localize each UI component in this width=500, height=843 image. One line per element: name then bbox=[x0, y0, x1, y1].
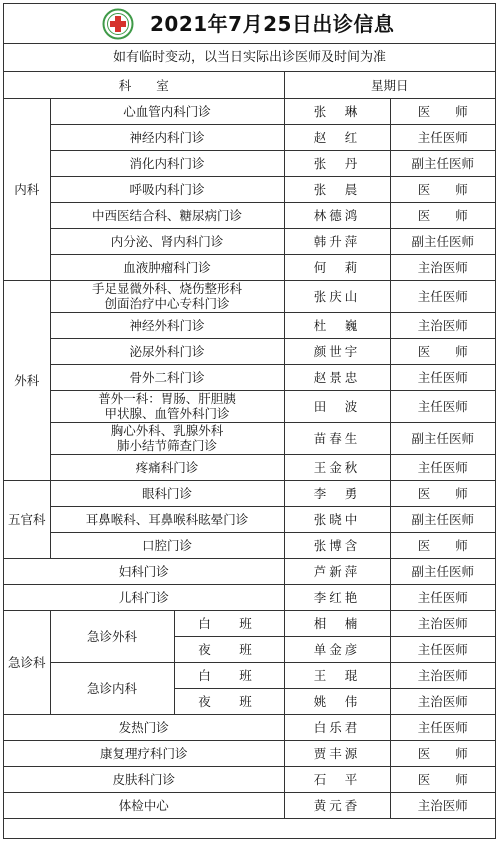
hospital-logo-icon bbox=[102, 8, 134, 40]
department-name: 皮肤科门诊 bbox=[4, 766, 284, 792]
table-row bbox=[4, 228, 495, 254]
shift-label: 白 班 bbox=[174, 610, 284, 636]
group-label-emergency: 急诊科 bbox=[4, 610, 50, 714]
shift-label: 白 班 bbox=[174, 662, 284, 688]
department-name: 儿科门诊 bbox=[4, 584, 284, 610]
department-name-line1: 手足显微外科、烧伤整形科 bbox=[92, 281, 243, 296]
table-header-row bbox=[4, 72, 495, 98]
doctor-name: 李红艳 bbox=[284, 584, 390, 610]
department-name: 体检中心 bbox=[4, 792, 284, 818]
department-name: 妇科门诊 bbox=[4, 558, 284, 584]
doctor-title: 主任医师 bbox=[390, 124, 495, 150]
table-row bbox=[4, 480, 495, 506]
doctor-name: 韩升萍 bbox=[284, 228, 390, 254]
doctor-title: 主任医师 bbox=[390, 584, 495, 610]
department-name: 眼科门诊 bbox=[50, 480, 284, 506]
doctor-name: 姚 伟 bbox=[284, 688, 390, 714]
department-name-line2: 创面治疗中心专科门诊 bbox=[104, 296, 230, 311]
doctor-title: 医 师 bbox=[390, 338, 495, 364]
table-row bbox=[4, 254, 495, 280]
doctor-name: 王 琨 bbox=[284, 662, 390, 688]
department-name-line2: 肺小结节筛查门诊 bbox=[117, 438, 218, 453]
department-name: 血液肿瘤科门诊 bbox=[50, 254, 284, 280]
doctor-name: 张 琳 bbox=[284, 98, 390, 124]
schedule-table bbox=[4, 72, 495, 819]
table-row bbox=[4, 506, 495, 532]
department-name: 发热门诊 bbox=[4, 714, 284, 740]
table-row bbox=[4, 280, 495, 312]
department-name bbox=[50, 280, 284, 312]
shift-label: 夜 班 bbox=[174, 688, 284, 714]
department-name: 泌尿外科门诊 bbox=[50, 338, 284, 364]
doctor-name: 相 楠 bbox=[284, 610, 390, 636]
table-row bbox=[4, 98, 495, 124]
notice-text: 如有临时变动，以当日实际出诊医师及时间为准 bbox=[4, 44, 495, 72]
table-row bbox=[4, 740, 495, 766]
doctor-name: 赵 红 bbox=[284, 124, 390, 150]
emergency-surgery-label: 急诊外科 bbox=[50, 610, 174, 662]
table-row bbox=[4, 662, 495, 688]
doctor-title: 副主任医师 bbox=[390, 558, 495, 584]
doctor-name: 李 勇 bbox=[284, 480, 390, 506]
department-name bbox=[50, 422, 284, 454]
table-row bbox=[4, 584, 495, 610]
table-row bbox=[4, 364, 495, 390]
column-header-day: 星期日 bbox=[284, 72, 495, 98]
table-row bbox=[4, 766, 495, 792]
doctor-name: 颜世宇 bbox=[284, 338, 390, 364]
department-name: 骨外二科门诊 bbox=[50, 364, 284, 390]
doctor-name: 单金彦 bbox=[284, 636, 390, 662]
doctor-name: 林德鸿 bbox=[284, 202, 390, 228]
doctor-name: 赵景忠 bbox=[284, 364, 390, 390]
doctor-title: 医 师 bbox=[390, 740, 495, 766]
shift-label: 夜 班 bbox=[174, 636, 284, 662]
department-name: 口腔门诊 bbox=[50, 532, 284, 558]
group-label-ent: 五官科 bbox=[4, 480, 50, 558]
department-name bbox=[50, 390, 284, 422]
department-name-line1: 胸心外科、乳腺外科 bbox=[110, 423, 224, 438]
department-name: 神经外科门诊 bbox=[50, 312, 284, 338]
department-name: 耳鼻喉科、耳鼻喉科眩晕门诊 bbox=[50, 506, 284, 532]
department-name: 呼吸内科门诊 bbox=[50, 176, 284, 202]
page-title: 2021年7月25日出诊信息 bbox=[150, 12, 395, 36]
department-name: 康复理疗科门诊 bbox=[4, 740, 284, 766]
doctor-title: 副主任医师 bbox=[390, 506, 495, 532]
department-name: 神经内科门诊 bbox=[50, 124, 284, 150]
doctor-title: 医 师 bbox=[390, 98, 495, 124]
doctor-title: 医 师 bbox=[390, 766, 495, 792]
doctor-title: 医 师 bbox=[390, 480, 495, 506]
table-row bbox=[4, 454, 495, 480]
schedule-sheet bbox=[3, 3, 496, 839]
doctor-name: 何 莉 bbox=[284, 254, 390, 280]
table-row bbox=[4, 610, 495, 636]
table-row bbox=[4, 202, 495, 228]
doctor-name: 王金秋 bbox=[284, 454, 390, 480]
doctor-title: 副主任医师 bbox=[390, 422, 495, 454]
doctor-title: 副主任医师 bbox=[390, 228, 495, 254]
doctor-name: 杜 巍 bbox=[284, 312, 390, 338]
doctor-title: 副主任医师 bbox=[390, 150, 495, 176]
doctor-title: 主任医师 bbox=[390, 714, 495, 740]
title-bar bbox=[4, 4, 495, 44]
department-name: 内分泌、肾内科门诊 bbox=[50, 228, 284, 254]
doctor-title: 主治医师 bbox=[390, 312, 495, 338]
department-name: 心血管内科门诊 bbox=[50, 98, 284, 124]
doctor-name: 白乐君 bbox=[284, 714, 390, 740]
doctor-name: 田 波 bbox=[284, 390, 390, 422]
table-row bbox=[4, 422, 495, 454]
doctor-title: 主治医师 bbox=[390, 792, 495, 818]
emergency-medicine-label: 急诊内科 bbox=[50, 662, 174, 714]
doctor-title: 主任医师 bbox=[390, 280, 495, 312]
doctor-title: 主任医师 bbox=[390, 636, 495, 662]
table-row bbox=[4, 532, 495, 558]
doctor-name: 芦新萍 bbox=[284, 558, 390, 584]
doctor-title: 主治医师 bbox=[390, 254, 495, 280]
department-name: 消化内科门诊 bbox=[50, 150, 284, 176]
doctor-title: 医 师 bbox=[390, 202, 495, 228]
group-label-internal: 内科 bbox=[4, 98, 50, 280]
doctor-title: 主治医师 bbox=[390, 610, 495, 636]
column-header-department: 科 室 bbox=[4, 72, 284, 98]
doctor-title: 医 师 bbox=[390, 176, 495, 202]
table-row bbox=[4, 150, 495, 176]
doctor-title: 主治医师 bbox=[390, 662, 495, 688]
doctor-title: 医 师 bbox=[390, 532, 495, 558]
doctor-name: 石 平 bbox=[284, 766, 390, 792]
doctor-name: 贾丰源 bbox=[284, 740, 390, 766]
doctor-title: 主任医师 bbox=[390, 454, 495, 480]
department-name-line2: 甲状腺、血管外科门诊 bbox=[104, 406, 230, 421]
table-row bbox=[4, 176, 495, 202]
department-name: 中西医结合科、糖尿病门诊 bbox=[50, 202, 284, 228]
table-row bbox=[4, 558, 495, 584]
doctor-name: 黄元香 bbox=[284, 792, 390, 818]
doctor-name: 张晓中 bbox=[284, 506, 390, 532]
department-name-line1: 普外一科：胃肠、肝胆胰 bbox=[98, 391, 236, 406]
table-row bbox=[4, 390, 495, 422]
doctor-name: 张庆山 bbox=[284, 280, 390, 312]
doctor-name: 苗春生 bbox=[284, 422, 390, 454]
table-row bbox=[4, 714, 495, 740]
doctor-name: 张 丹 bbox=[284, 150, 390, 176]
group-label-surgery: 外科 bbox=[4, 280, 50, 480]
table-row bbox=[4, 124, 495, 150]
table-row bbox=[4, 338, 495, 364]
doctor-name: 张博含 bbox=[284, 532, 390, 558]
table-row bbox=[4, 312, 495, 338]
doctor-title: 主治医师 bbox=[390, 688, 495, 714]
department-name: 疼痛科门诊 bbox=[50, 454, 284, 480]
doctor-title: 主任医师 bbox=[390, 364, 495, 390]
table-row bbox=[4, 792, 495, 818]
doctor-title: 主任医师 bbox=[390, 390, 495, 422]
doctor-name: 张 晨 bbox=[284, 176, 390, 202]
